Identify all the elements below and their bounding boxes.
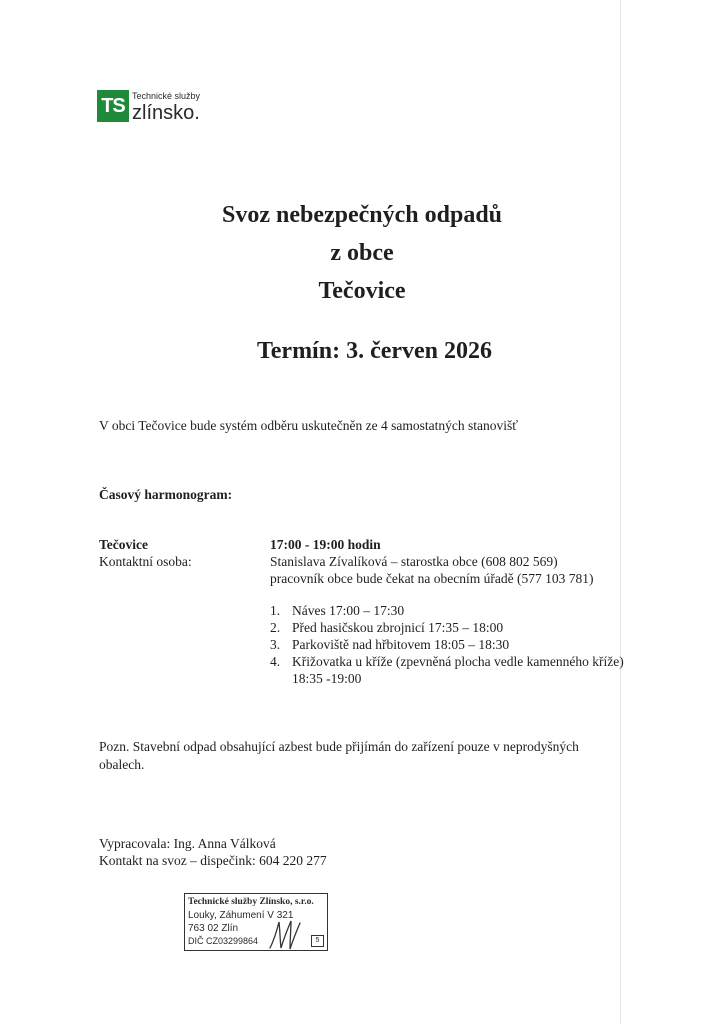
stop-number: 4. [270, 654, 281, 669]
title-line-2: z obce [330, 240, 394, 266]
signature-mark [268, 918, 302, 952]
stops-list [270, 602, 630, 687]
title-line-1: Svoz nebezpečných odpadů [221, 202, 503, 228]
stamp-city: 763 02 Zlín [188, 923, 239, 934]
stop-text: Před hasičskou zbrojnicí 17:35 – 18:00 [292, 620, 504, 635]
contact-person: Stanislava Zívalíková – starostka obce (608 802 569) [270, 554, 558, 569]
stop-text: Parkoviště nad hřbitovem 18:05 – 18:30 [292, 637, 510, 652]
stamp-company: Technické služby Zlínsko, s.r.o. [188, 897, 314, 907]
contact-label: Kontaktní osoba: [99, 554, 192, 569]
company-logo [97, 90, 200, 123]
document-title [0, 196, 724, 310]
list-item [270, 602, 630, 619]
stop-number: 2. [270, 620, 281, 635]
stamp-tax-id: DIČ CZ03299864 [188, 936, 259, 946]
stop-text: Křižovatka u kříže (zpevněná plocha vedle kamenného kříže) 18:35 -19:00 [292, 654, 624, 686]
stop-number: 3. [270, 637, 281, 652]
list-item [270, 619, 630, 636]
footer [99, 835, 327, 869]
schedule-labels [99, 536, 269, 570]
stop-number: 1. [270, 603, 281, 618]
prepared-by: Vypracovala: Ing. Anna Válková [99, 836, 276, 851]
stop-text: Náves 17:00 – 17:30 [292, 603, 405, 618]
logo-text [132, 90, 200, 123]
schedule-details [270, 536, 630, 587]
stamp-number: 5 [311, 935, 324, 947]
list-item [270, 636, 630, 653]
logo-brand: zlínsko. [132, 102, 200, 124]
contact-office: pracovník obce bude čekat na obecním úřadě (577 103 781) [270, 571, 594, 586]
logo-mark: TS [97, 90, 129, 122]
schedule-heading: Časový harmonogram: [99, 487, 233, 502]
stamp-street: Louky, Záhumení V 321 [188, 910, 294, 921]
list-item [270, 653, 630, 687]
schedule-hours: 17:00 - 19:00 hodin [270, 537, 381, 552]
title-line-3: Tečovice [318, 278, 406, 304]
term-date: Termín: 3. červen 2026 [256, 338, 493, 364]
page-edge-line [620, 0, 621, 1024]
dispatch-contact: Kontakt na svoz – dispečink: 604 220 277 [99, 853, 327, 868]
place-label: Tečovice [99, 537, 148, 552]
company-stamp [184, 893, 328, 951]
logo-subtitle: Technické služby [132, 91, 201, 101]
intro-text: V obci Tečovice bude systém odběru uskutečněn ze 4 samostatných stanovišť [99, 418, 518, 433]
asbestos-note: Pozn. Stavební odpad obsahující azbest bude přijímán do zařízení pouze v neprodyšných obalech. [99, 739, 579, 772]
